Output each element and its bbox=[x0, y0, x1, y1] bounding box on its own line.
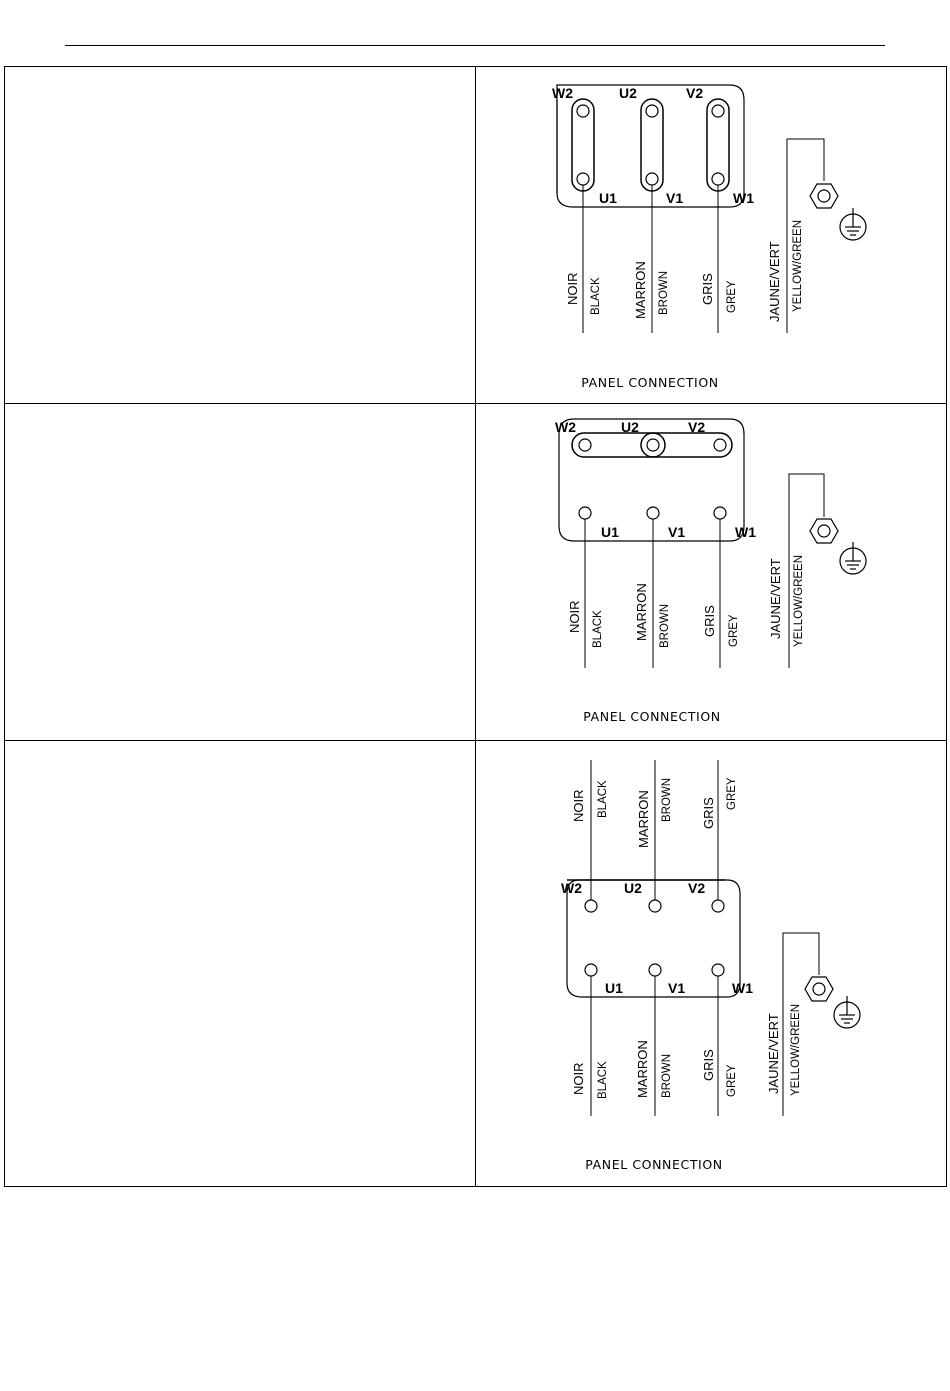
terminal-u1 bbox=[579, 507, 591, 519]
terminal-w2 bbox=[579, 439, 591, 451]
diagram-caption: PANEL CONNECTION bbox=[581, 375, 719, 390]
terminal-v2 bbox=[714, 439, 726, 451]
wire-label-brown: BROWN bbox=[659, 603, 671, 648]
wire-label-yellow-green: YELLOW/GREEN bbox=[793, 554, 805, 647]
strap-v bbox=[641, 99, 663, 191]
label-u2: U2 bbox=[619, 85, 637, 101]
label-u1: U1 bbox=[601, 524, 619, 540]
diagram-cell bbox=[476, 67, 947, 404]
top-wire-label-black: BLACK bbox=[597, 780, 609, 818]
wire-label-marron: MARRON bbox=[633, 261, 648, 319]
delta-connection-diagram bbox=[476, 404, 945, 739]
label-u2: U2 bbox=[621, 419, 639, 435]
terminal-u2 bbox=[649, 900, 661, 912]
ground-icon bbox=[834, 996, 860, 1028]
wire-label-grey: GREY bbox=[726, 1064, 738, 1097]
label-u2: U2 bbox=[624, 880, 642, 896]
description-cell bbox=[5, 741, 476, 1187]
terminal-v1 bbox=[649, 964, 661, 976]
terminal-v1 bbox=[646, 173, 658, 185]
label-v2: V2 bbox=[688, 419, 706, 435]
earth-nut-hole bbox=[818, 190, 830, 202]
terminal-box bbox=[567, 880, 740, 997]
table-row bbox=[5, 741, 947, 1187]
wire-label-black: BLACK bbox=[597, 1061, 609, 1099]
strap-center-ring bbox=[641, 433, 665, 457]
label-w1: W1 bbox=[735, 524, 756, 540]
label-w2: W2 bbox=[555, 419, 576, 435]
wire-label-brown: BROWN bbox=[661, 1053, 673, 1098]
earth-nut bbox=[810, 184, 838, 208]
wire-label-gris: GRIS bbox=[702, 605, 717, 637]
terminal-u1 bbox=[577, 173, 589, 185]
label-v2: V2 bbox=[688, 880, 706, 896]
wire-label-noir: NOIR bbox=[565, 272, 580, 305]
terminal-box bbox=[557, 85, 744, 207]
diagram-cell bbox=[476, 741, 947, 1187]
wire-label-yellow-green: YELLOW/GREEN bbox=[792, 219, 804, 312]
label-v1: V1 bbox=[666, 190, 684, 206]
label-u1: U1 bbox=[605, 980, 623, 996]
description-cell bbox=[5, 67, 476, 404]
terminal-w1 bbox=[712, 173, 724, 185]
diagram-cell bbox=[476, 404, 947, 741]
terminal-box bbox=[559, 419, 744, 541]
wire-label-yellow-green: YELLOW/GREEN bbox=[790, 1003, 802, 1096]
terminal-u1 bbox=[585, 964, 597, 976]
earth-nut-hole bbox=[818, 525, 830, 537]
wire-label-jaune-vert: JAUNE/VERT bbox=[767, 241, 782, 322]
description-cell bbox=[5, 404, 476, 741]
terminal-w1 bbox=[712, 964, 724, 976]
label-w1: W1 bbox=[732, 980, 753, 996]
table-row bbox=[5, 67, 947, 404]
terminal-w2 bbox=[585, 900, 597, 912]
label-w2: W2 bbox=[552, 85, 573, 101]
label-v1: V1 bbox=[668, 980, 686, 996]
star-connection-diagram bbox=[476, 67, 945, 402]
wire-label-marron: MARRON bbox=[634, 583, 649, 641]
wire-label-black: BLACK bbox=[592, 610, 604, 648]
terminal-w2 bbox=[577, 105, 589, 117]
label-w2: W2 bbox=[561, 880, 582, 896]
earth-nut bbox=[810, 519, 838, 543]
wire-label-marron: MARRON bbox=[635, 1040, 650, 1098]
terminal-w1 bbox=[714, 507, 726, 519]
top-wire-label-brown: BROWN bbox=[661, 777, 673, 822]
table-row bbox=[5, 404, 947, 741]
strap-u bbox=[572, 99, 594, 191]
wire-label-jaune-vert: JAUNE/VERT bbox=[766, 1013, 781, 1094]
terminal-v1 bbox=[647, 507, 659, 519]
wire-label-brown: BROWN bbox=[658, 270, 670, 315]
top-wire-label-grey: GREY bbox=[726, 777, 738, 810]
wire-label-noir: NOIR bbox=[571, 1062, 586, 1095]
label-u1: U1 bbox=[599, 190, 617, 206]
top-wire-label-noir: NOIR bbox=[571, 789, 586, 822]
label-v1: V1 bbox=[668, 524, 686, 540]
terminal-v2 bbox=[712, 900, 724, 912]
strap-w bbox=[707, 99, 729, 191]
ground-icon bbox=[840, 208, 866, 240]
ground-icon bbox=[840, 542, 866, 574]
label-v2: V2 bbox=[686, 85, 704, 101]
terminal-v2 bbox=[712, 105, 724, 117]
earth-nut-hole bbox=[813, 983, 825, 995]
label-w1: W1 bbox=[733, 190, 754, 206]
top-wire-label-marron: MARRON bbox=[636, 790, 651, 848]
strap-top bbox=[572, 433, 732, 457]
terminal-u2 bbox=[647, 439, 659, 451]
header-rule bbox=[65, 45, 885, 46]
terminal-u2 bbox=[646, 105, 658, 117]
wire-label-grey: GREY bbox=[726, 280, 738, 313]
earth-nut bbox=[805, 977, 833, 1001]
wire-label-jaune-vert: JAUNE/VERT bbox=[768, 558, 783, 639]
wire-label-noir: NOIR bbox=[567, 600, 582, 633]
wire-label-grey: GREY bbox=[728, 614, 740, 647]
connection-table bbox=[4, 66, 947, 1187]
diagram-caption: PANEL CONNECTION bbox=[583, 709, 721, 724]
wire-label-gris: GRIS bbox=[701, 1049, 716, 1081]
dual-supply-diagram bbox=[476, 741, 945, 1185]
diagram-caption: PANEL CONNECTION bbox=[585, 1157, 723, 1172]
wire-label-gris: GRIS bbox=[700, 273, 715, 305]
top-wire-label-gris: GRIS bbox=[701, 797, 716, 829]
wire-label-black: BLACK bbox=[590, 277, 602, 315]
